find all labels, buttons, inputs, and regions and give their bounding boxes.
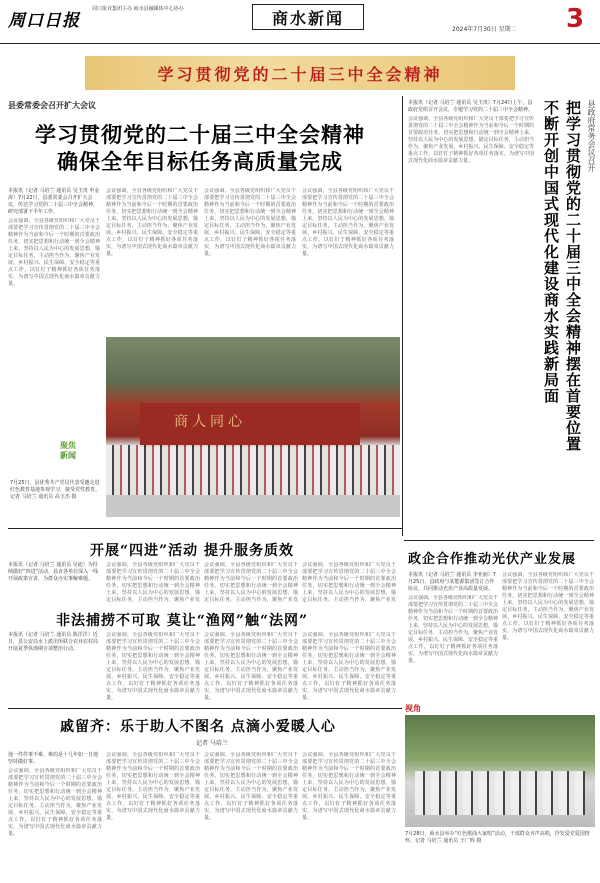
photo-wall-text: 商人同心 [174,414,246,430]
story5-rule [8,708,402,709]
story5-lead-text: 他一件件事不难，难的是十几年如一日地坚持做好事。 [8,752,99,765]
lead-body-col4: 会议强调，全县各级党组织和广大党员干部要把学习宣传贯彻党的二十届三中全会精神作为当前和今后一个时期的首要政治任务，切实把思想和行动统一到全会精神上来，坚持以人民为中心的发展思想，锚定目标任务，主动担当作为，聚焦产业发展、乡村振兴、民生保障、安全稳定等重点工作，以钉钉子精神抓好各项任务落实，为谱写中国式现代化商水篇章贡献力量。 [302,188,394,257]
story4-body-col1 [408,572,498,696]
issue-date: 2024年7月30日 星期二 [452,26,517,33]
photo-tag [60,441,76,461]
story3-body-col4: 会议强调，全县各级党组织和广大党员干部要把学习宣传贯彻党的二十届三中全会精神作为当前和今后一个时期的首要政治任务，切实把思想和行动统一到全会精神上来，坚持以人民为中心的发展思想，锚定目标任务，主动担当作为，聚焦产业发展、乡村振兴、民生保障、安全稳定等重点工作，以钉钉子精神抓好各项任务落实，为谱写中国式现代化商水篇章贡献力量。 [302,632,396,701]
lead-body-col1 [8,188,100,333]
story5-body-col2: 会议强调，全县各级党组织和广大党员干部要把学习宣传贯彻党的二十届三中全会精神作为当前和今后一个时期的首要政治任务，切实把思想和行动统一到全会精神上来，坚持以人民为中心的发展思想，锚定目标任务，主动担当作为，聚焦产业发展、乡村振兴、民生保障、安全稳定等重点工作，以钉钉子精神抓好各项任务落实，为谱写中国式现代化商水篇章贡献力量。 [106,752,200,821]
story3-headline: 非法捕捞不可取 莫让“渔网”触“法网” [56,613,309,629]
photo-ground [106,495,400,517]
story2-body-col2: 会议强调，全县各级党组织和广大党员干部要把学习宣传贯彻党的二十届三中全会精神作为当前和今后一个时期的首要政治任务，切实把思想和行动统一到全会精神上来，坚持以人民为中心的发展思想，锚定目标任务，主动担当作为，聚焦产业发 [106,562,200,602]
photo-group [106,445,400,495]
story5-byline: 记者 马培兰 [196,740,228,747]
story5-body-filler: 会议强调，全县各级党组织和广大党员干部要把学习宣传贯彻党的二十届三中全会精神作为当前和今后一个时期的首要政治任务，切实把思想和行动统一到全会精神上来，坚持以人民为中心的发展思想，锚定目标任务，主动担当作为，聚焦产业发展、乡村振兴、民生保障、安全稳定等重点工作，以钉钉子精神抓好各项任务落实，为谱写中国式现代化商水篇章贡献力量。 [8,768,102,837]
inset-tag: 视角 [405,704,421,713]
lead-headline-line2: 确保全年目标任务高质量完成 [57,149,343,174]
right-body [408,100,534,536]
story4-lead-text: 本报讯（记者 马培兰 通讯员 李亚丽）7月25日，县政府与某能源集团签订合作协议，共同推动光伏产业高质量发展。 [408,572,496,592]
section-title: 商水新闻 [252,4,364,30]
story2-body-col4: 会议强调，全县各级党组织和广大党员干部要把学习宣传贯彻党的二十届三中全会精神作为当前和今后一个时期的首要政治任务，切实把思想和行动统一到全会精神上来，坚持以人民为中心的发展思想，锚定目标任务，主动担当作为，聚焦产业发 [302,562,396,602]
story4-body-col2: 会议强调，全县各级党组织和广大党员干部要把学习宣传贯彻党的二十届三中全会精神作为当前和今后一个时期的首要政治任务，切实把思想和行动统一到全会精神上来，坚持以人民为中心的发展思想，锚定目标任务，主动担当作为，聚焦产业发展、乡村振兴、民生保障、安全稳定等重点工作，以钉钉子精神抓好各项任务落实，为谱写中国式现代化商水篇章贡献力量。 [502,572,594,641]
newspaper-logo: 周口日报 [8,11,80,31]
story2-body-col1: 本报讯（记者 马培兰 通讯员 吴迪）为持续做好“四进”活动，县直各单位深入一线开展政策宣讲，为群众办实事解难题。 [8,562,99,582]
edition-info: 周口报业集团主办 商水县融媒体中心协办 [92,6,184,12]
story3-body-col1: 本报讯（记者 马培兰 通讯员 陈洋洋）近日，县公安局水上派出所联合农业农村局开展夏季休渔期专项整治行动。 [8,632,99,652]
column-divider [402,96,403,536]
story4-body-filler: 会议强调，全县各级党组织和广大党员干部要把学习宣传贯彻党的二十届三中全会精神作为当前和今后一个时期的首要政治任务，切实把思想和行动统一到全会精神上来，坚持以人民为中心的发展思想，锚定目标任务，主动担当作为，聚焦产业发展、乡村振兴、民生保障、安全稳定等重点工作，以钉钉子精神抓好各项任务落实，为谱写中国式现代化商水篇章贡献力量。 [408,595,498,664]
inset-photo [405,715,595,827]
inset-photo-group [415,771,585,815]
lead-headline-line1: 学习贯彻党的二十届三中全会精神 [35,122,365,147]
photo-tag-line2: 新闻 [60,451,76,460]
right-body-filler: 会议强调，全县各级党组织和广大党员干部要把学习宣传贯彻党的二十届三中全会精神作为当前和今后一个时期的首要政治任务，切实把思想和行动统一到全会精神上来，坚持以人民为中心的发展思想，锚定目标任务，主动担当作为，聚焦产业发展、乡村振兴、民生保障、安全稳定等重点工作，以钉钉子精神抓好各项任务落实，为谱写中国式现代化商水篇章贡献力量。 [408,116,534,164]
lead-body-col2: 会议强调，全县各级党组织和广大党员干部要把学习宣传贯彻党的二十届三中全会精神作为当前和今后一个时期的首要政治任务，切实把思想和行动统一到全会精神上来，坚持以人民为中心的发展思想，锚定目标任务，主动担当作为，聚焦产业发展、乡村振兴、民生保障、安全稳定等重点工作，以钉钉子精神抓好各项任务落实，为谱写中国式现代化商水篇章贡献力量。 [106,188,198,257]
banner-title: 学习贯彻党的二十届三中全会精神 [157,64,443,84]
story2-body-col3: 会议强调，全县各级党组织和广大党员干部要把学习宣传贯彻党的二十届三中全会精神作为当前和今后一个时期的首要政治任务，切实把思想和行动统一到全会精神上来，坚持以人民为中心的发展思想，锚定目标任务，主动担当作为，聚焦产业发 [204,562,298,602]
masthead [0,0,600,44]
photo-tag-line1: 聚焦 [60,441,76,450]
story3-body-col2: 会议强调，全县各级党组织和广大党员干部要把学习宣传贯彻党的二十届三中全会精神作为当前和今后一个时期的首要政治任务，切实把思想和行动统一到全会精神上来，坚持以人民为中心的发展思想，锚定目标任务，主动担当作为，聚焦产业发展、乡村振兴、民生保障、安全稳定等重点工作，以钉钉子精神抓好各项任务落实，为谱写中国式现代化商水篇章贡献力量。 [106,632,200,701]
story5-body-col4: 会议强调，全县各级党组织和广大党员干部要把学习宣传贯彻党的二十届三中全会精神作为当前和今后一个时期的首要政治任务，切实把思想和行动统一到全会精神上来，坚持以人民为中心的发展思想，锚定目标任务，主动担当作为，聚焦产业发展、乡村振兴、民生保障、安全稳定等重点工作，以钉钉子精神抓好各项任务落实，为谱写中国式现代化商水篇章贡献力量。 [302,752,396,821]
story5-body-col3: 会议强调，全县各级党组织和广大党员干部要把学习宣传贯彻党的二十届三中全会精神作为当前和今后一个时期的首要政治任务，切实把思想和行动统一到全会精神上来，坚持以人民为中心的发展思想，锚定目标任务，主动担当作为，聚焦产业发展、乡村振兴、民生保障、安全稳定等重点工作，以钉钉子精神抓好各项任务落实，为谱写中国式现代化商水篇章贡献力量。 [204,752,298,821]
lead-body-col3: 会议强调，全县各级党组织和广大党员干部要把学习宣传贯彻党的二十届三中全会精神作为当前和今后一个时期的首要政治任务，切实把思想和行动统一到全会精神上来，坚持以人民为中心的发展思想，锚定目标任务，主动担当作为，聚焦产业发展、乡村振兴、民生保障、安全稳定等重点工作，以钉钉子精神抓好各项任务落实，为谱写中国式现代化商水篇章贡献力量。 [204,188,296,257]
story5-body-col1 [8,752,102,878]
inset-caption: 7月28日，商水县举办“红色歌曲大家唱”活动，干部群众齐声高唱，抒发爱党爱国情怀。记者 马培兰 通讯员 王广辉 摄 [405,831,590,844]
right-lead-text: 本报讯（记者 马培兰 通讯员 吴玉贵）7月24日上午，县政府党组召开会议，专题学习党的二十届三中全会精神。 [408,100,534,113]
right-headline: 把学习贯彻党的二十届三中全会精神摆在首要位置 不断开创中国式现代化建设商水实践新局面 [542,100,582,452]
story5-headline: 戚留齐：乐于助人不图名 点滴小爱暖人心 [60,719,336,735]
story4-headline: 政企合作推动光伏产业发展 [408,552,577,567]
lead-headline [0,121,400,175]
story2-headline: 开展“四进”活动 提升服务质效 [90,543,294,559]
theme-banner [85,56,515,90]
section-rule [8,528,402,529]
lead-kicker: 县委常委会召开扩大会议 [8,101,96,110]
lead-body-filler: 会议强调，全县各级党组织和广大党员干部要把学习宣传贯彻党的二十届三中全会精神作为当前和今后一个时期的首要政治任务，切实把思想和行动统一到全会精神上来，坚持以人民为中心的发展思想，锚定目标任务，主动担当作为，聚焦产业发展、乡村振兴、民生保障、安全稳定等重点工作，以钉钉子精神抓好各项任务落实，为谱写中国式现代化商水篇章贡献力量。 [8,218,100,287]
lead-text: 本报讯（记者 马培兰 通讯员 吴玉贵 申金涛）7月22日，县委常委会召开扩大会议，传达学习党的二十届三中全会精神，研究部署下半年工作。 [8,188,100,215]
photo-caption: 7月25日，县优秀共产党员代表受邀走进红色教育基地参观学习，接受党性教育。记者 马培兰 通讯员 高玉杰 摄 [10,480,101,500]
story4-rule [404,540,594,541]
news-photo [106,337,400,517]
right-kicker: 县政府常务会议召开 [587,100,596,172]
story3-body-col3: 会议强调，全县各级党组织和广大党员干部要把学习宣传贯彻党的二十届三中全会精神作为当前和今后一个时期的首要政治任务，切实把思想和行动统一到全会精神上来，坚持以人民为中心的发展思想，锚定目标任务，主动担当作为，聚焦产业发展、乡村振兴、民生保障、安全稳定等重点工作，以钉钉子精神抓好各项任务落实，为谱写中国式现代化商水篇章贡献力量。 [204,632,298,701]
page-number: 3 [566,4,585,34]
photo-wall [140,403,360,447]
